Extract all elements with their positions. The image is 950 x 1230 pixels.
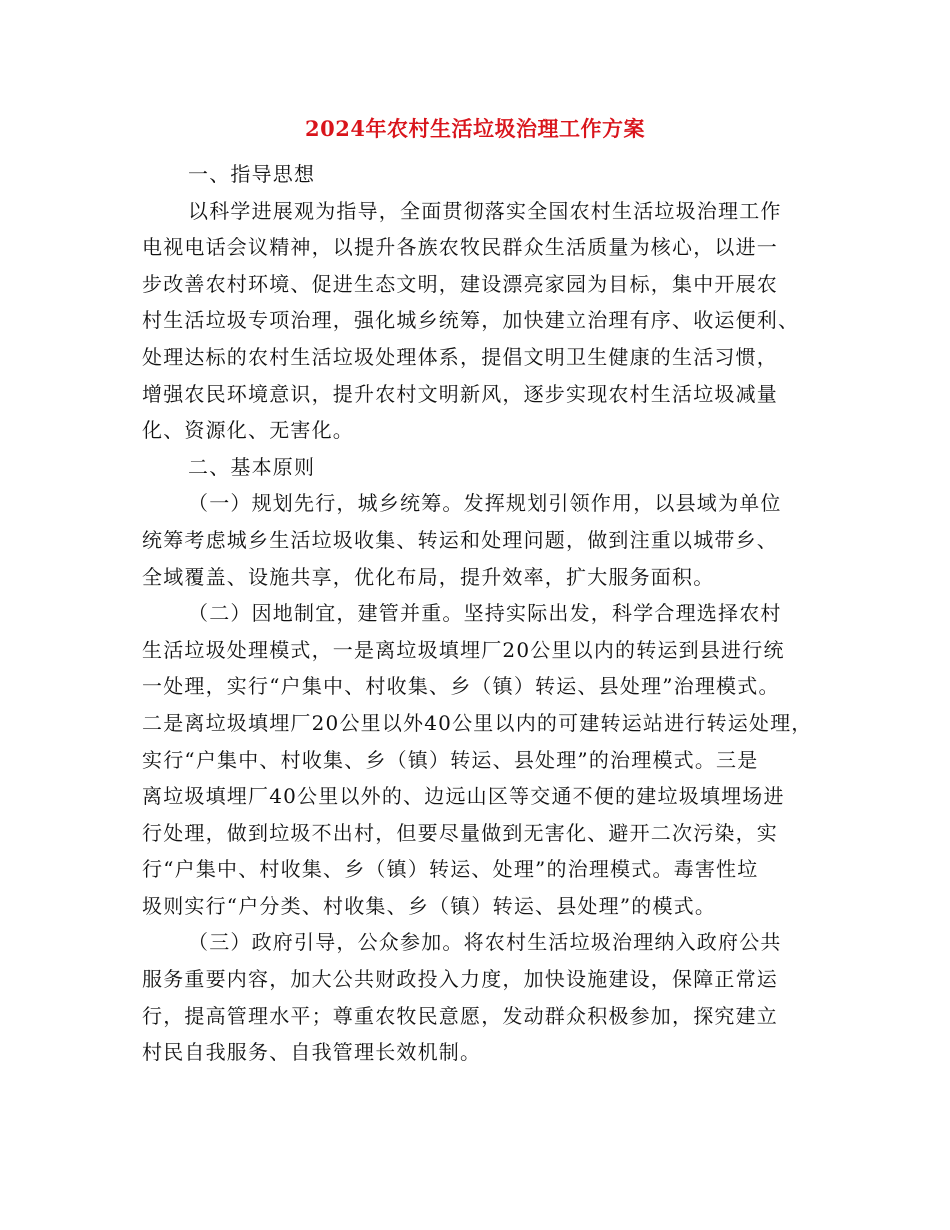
text-line: 一处理，实行“户集中、村收集、乡（镇）转运、县处理”治理模式。	[142, 674, 780, 699]
text-line: 服务重要内容，加大公共财政投入力度，加快设施建设，保障正常运	[142, 967, 778, 992]
text-line: （一）规划先行，城乡统筹。发挥规划引领作用，以县域为单位	[188, 491, 782, 516]
text-line: 实行“户集中、村收集、乡（镇）转运、县处理”的治理模式。三是	[142, 747, 759, 772]
document-title: 2024年农村生活垃圾治理工作方案	[305, 116, 645, 141]
text-line: 村民自我服务、自我管理长效机制。	[142, 1040, 482, 1065]
text-line: 电视电话会议精神，以提升各族农牧民群众生活质量为核心，以进一	[142, 235, 778, 260]
text-line: 行“户集中、村收集、乡（镇）转运、处理”的治理模式。毒害性垃	[142, 857, 759, 882]
text-line: 村生活垃圾专项治理，强化城乡统筹，加快建立治理有序、收运便利、	[142, 308, 800, 333]
text-line: 二是离垃圾填埋厂20公里以外40公里以内的可建转运站进行转运处理，	[142, 710, 813, 735]
text-line: （二）因地制宜，建管并重。坚持实际出发，科学合理选择农村	[188, 601, 782, 626]
text-line: 步改善农村环境、促进生态文明，建设漂亮家园为目标，集中开展农	[142, 271, 778, 296]
text-line: 化、资源化、无害化。	[142, 418, 354, 443]
text-line: 处理达标的农村生活垃圾处理体系，提倡文明卫生健康的生活习惯，	[142, 344, 778, 369]
text-line: 增强农民环境意识，提升农村文明新风，逐步实现农村生活垃圾减量	[142, 381, 778, 406]
text-line: （三）政府引导，公众参加。将农村生活垃圾治理纳入政府公共	[188, 930, 782, 955]
text-line: 圾则实行“户分类、村收集、乡（镇）转运、县处理”的模式。	[142, 893, 717, 918]
text-line: 统筹考虑城乡生活垃圾收集、转运和处理问题，做到注重以城带乡、	[142, 527, 778, 552]
text-line: 一、指导思想	[188, 162, 316, 186]
text-line: 离垃圾填埋厂40公里以外的、边远山区等交通不便的建垃圾填埋场进	[142, 784, 785, 809]
text-line: 全域覆盖、设施共享，优化布局，提升效率，扩大服务面积。	[142, 564, 715, 589]
text-line: 行处理，做到垃圾不出村，但要尽量做到无害化、避开二次污染，实	[142, 820, 778, 845]
text-line: 行，提高管理水平；尊重农牧民意愿，发动群众积极参加，探究建立	[142, 1003, 778, 1028]
document-body	[142, 156, 832, 1071]
text-line: 以科学进展观为指导，全面贯彻落实全国农村生活垃圾治理工作	[188, 198, 782, 223]
text-line: 二、基本原则	[188, 454, 316, 479]
text-line: 生活垃圾处理模式，一是离垃圾填埋厂20公里以内的转运到县进行统	[142, 637, 785, 662]
